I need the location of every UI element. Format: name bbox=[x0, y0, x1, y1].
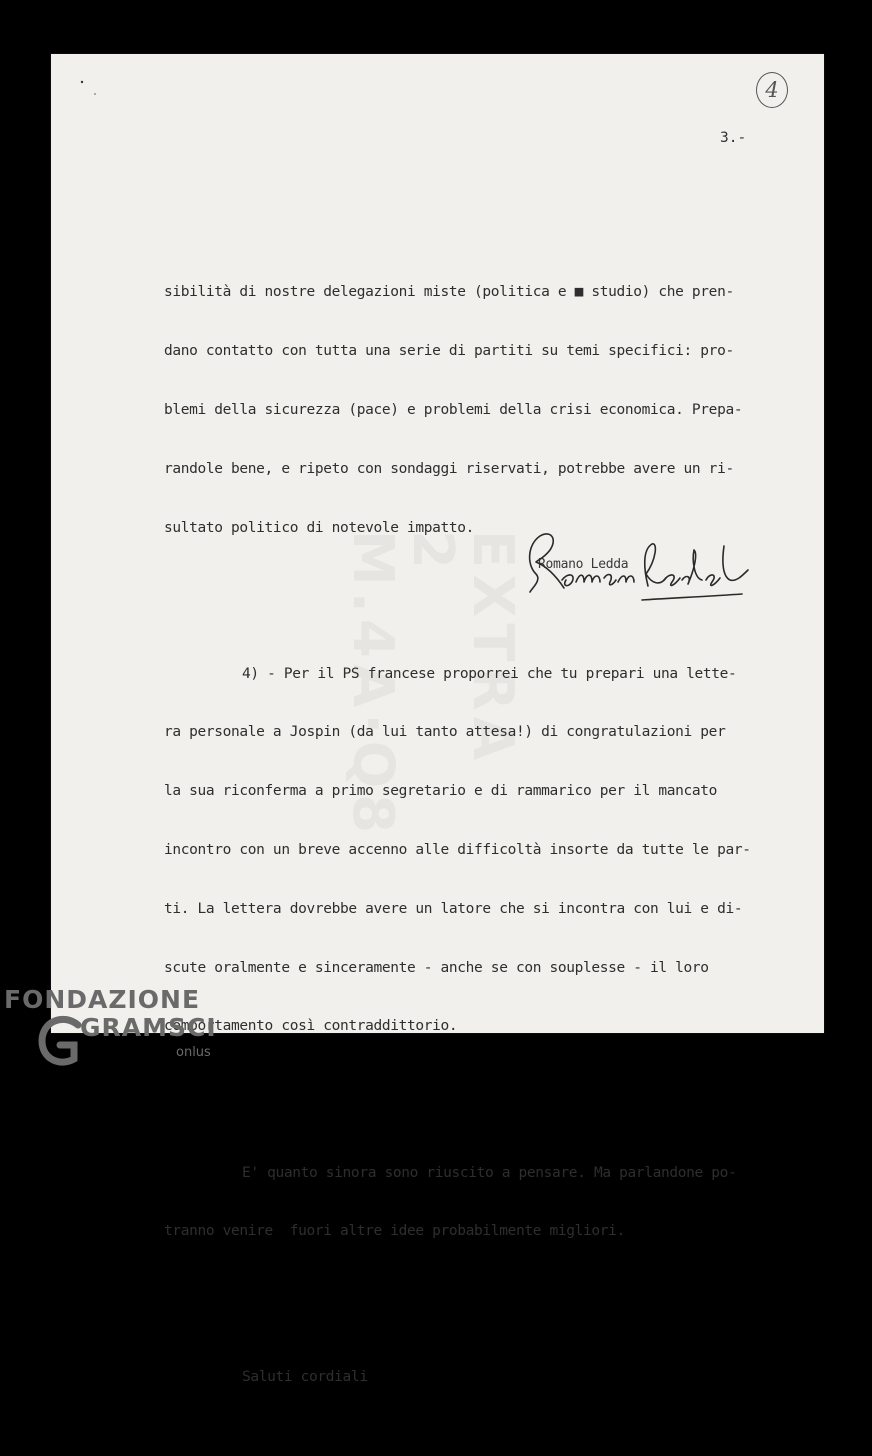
fondazione-gramsci-logo bbox=[0, 985, 230, 1080]
logo-text-line1: FONDAZIONE bbox=[4, 985, 201, 1014]
text-line: tranno venire fuori altre idee probabilmente migliori. bbox=[164, 1223, 625, 1240]
text-line: sultato politico di notevole impatto. bbox=[164, 519, 475, 536]
text-line: comportamento così contraddittorio. bbox=[164, 1018, 458, 1035]
paragraph-1 bbox=[164, 244, 814, 577]
letter-body bbox=[164, 205, 814, 1456]
text-line: dano contatto con tutta una serie di partiti su temi specifici: pro- bbox=[164, 343, 734, 360]
text-line: blemi della sicurezza (pace) e problemi della crisi economica. Prepa- bbox=[164, 401, 743, 418]
text-line: scute oralmente e sinceramente - anche se con souplesse - il loro bbox=[164, 959, 709, 976]
text-line: incontro con un breve accenno alle difficoltà insorte da tutte le par- bbox=[164, 842, 751, 858]
text-line: randole bene, e ripeto con sondaggi riservati, potrebbe avere un ri- bbox=[164, 460, 734, 477]
text-line: ti. La lettera dovrebbe avere un latore che si incontra con lui e di- bbox=[164, 900, 743, 917]
text-line: la sua riconferma a primo segretario e di rammarico per il mancato bbox=[164, 783, 718, 800]
paragraph-3 bbox=[164, 1124, 814, 1281]
paragraph-2 bbox=[164, 625, 814, 1076]
text-line: 4) - Per il PS francese proporrei che tu prepari una lette- bbox=[242, 665, 737, 682]
typed-signatory-name: Romano Ledda bbox=[538, 557, 629, 572]
logo-subtitle: onlus bbox=[176, 1045, 211, 1060]
logo-text-line2: GRAMSCI bbox=[80, 1013, 217, 1042]
archive-page-annotation: 4 bbox=[756, 72, 788, 108]
paper-specks bbox=[80, 80, 100, 104]
handwritten-signature bbox=[524, 530, 754, 614]
page-number: 3.- bbox=[720, 130, 747, 146]
text-line: sibilità di nostre delegazioni miste (politica e ■ studio) che pren- bbox=[164, 284, 734, 301]
closing-paragraph bbox=[164, 1329, 814, 1427]
text-line: ra personale a Jospin (da lui tanto attesa!) di congratulazioni per bbox=[164, 724, 726, 741]
text-line: E' quanto sinora sono riuscito a pensare. Ma parlandone po- bbox=[242, 1164, 737, 1181]
closing-salutation: Saluti cordiali bbox=[242, 1369, 368, 1386]
